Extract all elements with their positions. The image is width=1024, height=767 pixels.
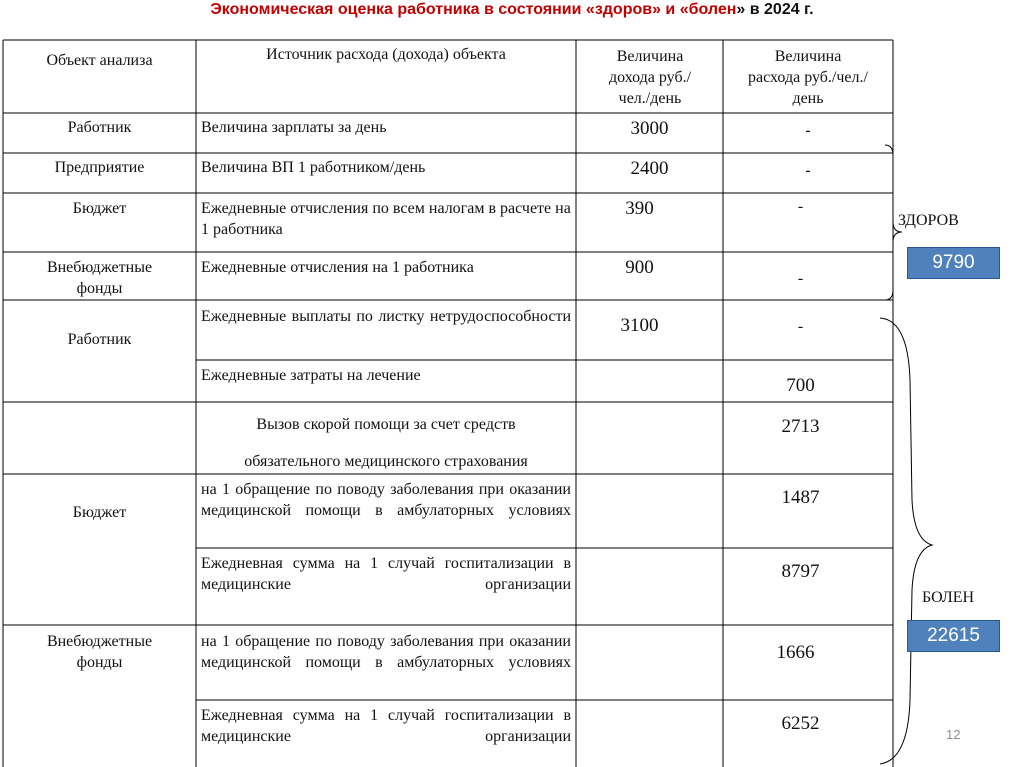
row-5-source: Ежедневные выплаты по листку нетрудоспособности bbox=[201, 308, 571, 325]
row-6-expense: 700 bbox=[786, 375, 815, 396]
healthy-value-badge: 9790 bbox=[907, 247, 1000, 279]
header-source: Источник расхода (дохода) объекта bbox=[266, 46, 506, 63]
row-2-income: 2400 bbox=[630, 158, 669, 179]
row-4-object: Внебюджетные фонды bbox=[46, 259, 153, 297]
row-6-source: Ежедневные затраты на лечение bbox=[201, 367, 421, 384]
row-4-source: Ежедневные отчисления на 1 работника bbox=[201, 259, 474, 276]
row-7-source-line1: Вызов скорой помощи за счет средств bbox=[256, 416, 516, 433]
page-number: 12 bbox=[946, 727, 961, 742]
row-7-expense: 2713 bbox=[781, 416, 820, 437]
sick-value-badge: 22615 bbox=[907, 620, 1000, 652]
row-3-source: Ежедневные отчисления по всем налогам в расчете на 1 работника bbox=[201, 200, 571, 238]
row-9-expense: 8797 bbox=[781, 561, 820, 582]
row-1-object: Работник bbox=[67, 119, 132, 136]
title-black-part: » в 2024 г. bbox=[736, 1, 814, 18]
row-8-expense: 1487 bbox=[781, 487, 820, 508]
title-red-part: Экономическая оценка работника в состоянии «здоров» и «болен bbox=[210, 1, 737, 18]
row-9-source: Ежедневная сумма на 1 случай госпитализации в медицинские организации bbox=[201, 555, 571, 593]
sick-label: БОЛЕН bbox=[922, 589, 975, 606]
row-1-expense: - bbox=[805, 122, 811, 139]
row-3-expense: - bbox=[797, 198, 804, 215]
row-3-income: 390 bbox=[625, 198, 654, 219]
row-10-object: Внебюджетные фонды bbox=[46, 633, 153, 671]
row-4-expense: - bbox=[797, 270, 804, 287]
row-4-income: 900 bbox=[625, 257, 654, 278]
healthy-label: ЗДОРОВ bbox=[898, 212, 959, 229]
sick-brace bbox=[880, 318, 932, 764]
header-expense: Величина расхода руб./чел./день bbox=[748, 48, 868, 107]
row-5-expense: - bbox=[797, 318, 804, 335]
row-1-income: 3000 bbox=[630, 118, 669, 139]
row-2-source: Величина ВП 1 работником/день bbox=[201, 159, 426, 176]
header-income: Величина дохода руб./чел./день bbox=[608, 48, 692, 107]
row-5-income: 3100 bbox=[620, 315, 659, 336]
row-10-expense: 1666 bbox=[776, 642, 815, 663]
row-11-source: Ежедневная сумма на 1 случай госпитализации в медицинские организации bbox=[201, 707, 571, 745]
row-2-object: Предприятие bbox=[54, 159, 145, 176]
row-5-object: Работник bbox=[67, 331, 132, 348]
row-11-expense: 6252 bbox=[781, 713, 820, 734]
row-10-source: на 1 обращение по поводу заболевания при оказании медицинской помощи в амбулаторных условиях bbox=[201, 633, 571, 671]
row-2-expense: - bbox=[805, 162, 811, 179]
row-1-source: Величина зарплаты за день bbox=[201, 119, 387, 136]
row-7-source-line2: обязательного медицинского страхования bbox=[244, 453, 528, 470]
row-8-object: Бюджет bbox=[72, 504, 127, 521]
row-8-source: на 1 обращение по поводу заболевания при оказании медицинской помощи в амбулаторных условиях bbox=[201, 481, 571, 519]
row-3-object: Бюджет bbox=[72, 200, 127, 217]
header-object: Объект анализа bbox=[46, 52, 153, 69]
